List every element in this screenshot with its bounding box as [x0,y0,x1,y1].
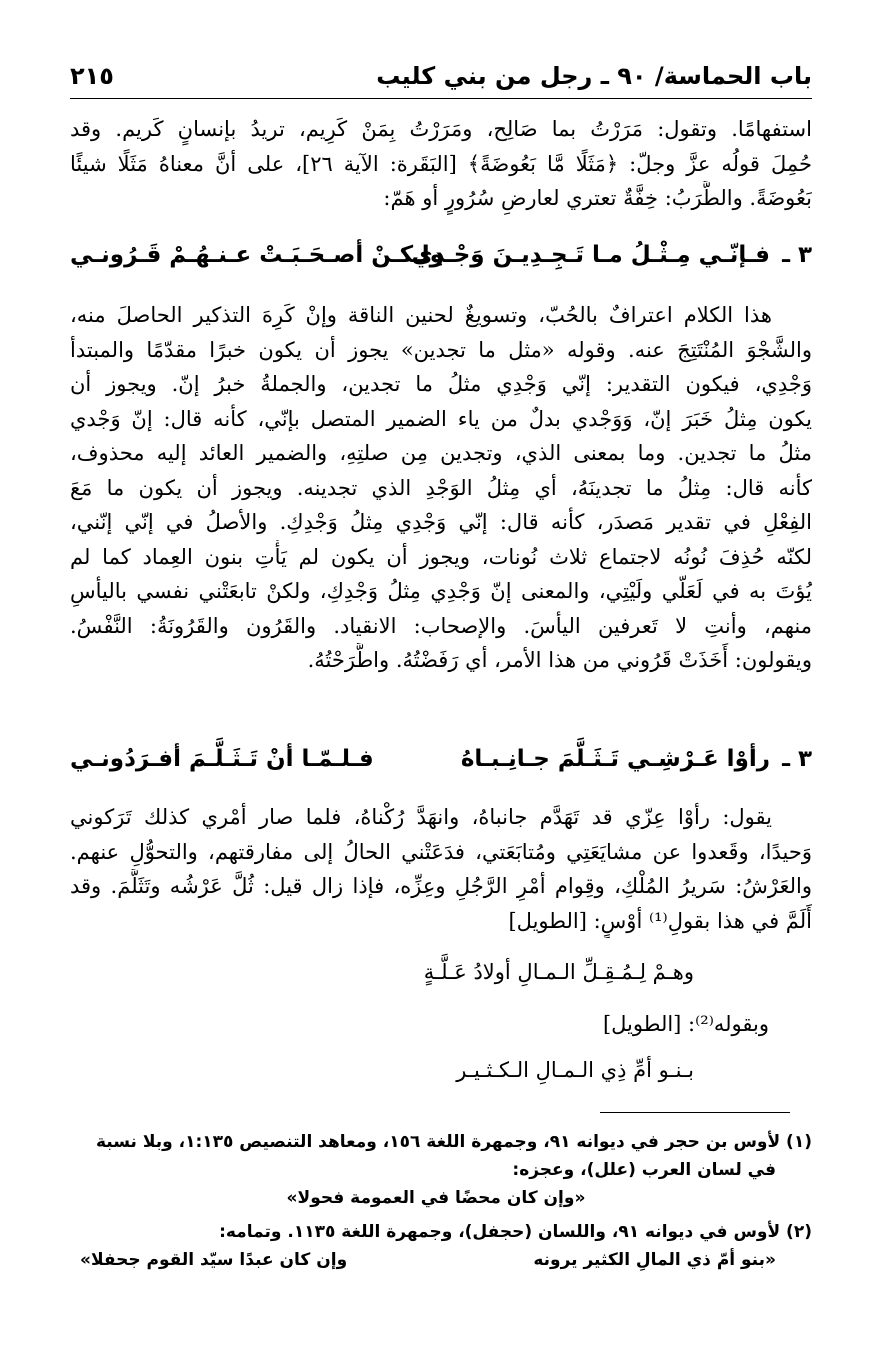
text-line: والشَّجْوَ المُنْتَتِجَ عنه. وقوله «مثل ما تجدين» يجوز أن يكون خبرًا مقدّمًا والمبتدأ [70,337,812,362]
text-line: وَجْدِي، فيكون التقدير: إنّي وَجْدِي مثلُ ما تجدين، والجملةُ خبرُ إنّ. ويجوز أن [70,372,812,396]
poetry-quote-2: بـنـو أمِّ ذِي الـمـالِ الـكـثـيـر [456,1058,694,1082]
footnote-2 [60,1218,812,1274]
text-line: كأنه قال: مِثلُ ما تجدينَهُ، أي مِثلُ الوَجْدِ الذي تجدينه. ويجوز أن يكون ما مَعَ [70,475,812,500]
footnote-verse-second-hemistich: وإن كان عبدًا سيّد القوم جحفلا» [80,1250,348,1270]
verse-first-hemistich: فـإنّـي مِـثْـلُ مـا تَـجِـدِيـنَ وَجْـدِي [411,242,770,268]
paragraph-1 [70,112,812,216]
footnote-verse-first-hemistich: «بنو أمّ ذي المالِ الكثير يرونه [533,1250,776,1270]
text-line: ويقولون: أَخَذَتْ قَرُوني من هذا الأمر، أي رَفَضْتُهُ. واطَّرَحْتُهُ. [307,648,812,672]
verse-number: ٣ ـ [782,242,812,268]
verse-second-hemistich: ولـكـنْ أصـحَـبَـتْ عـنـهُـمْ قَـرُونـي [70,242,444,268]
text-line: هذا الكلام اعترافٌ بالحُبّ، وتسويغٌ لحنين الناقة وإنْ كَرِهَ التذكير الحاصلَ منه، [70,303,772,327]
footnote-line: (١) لأوس بن حجر في ديوانه ٩١، وجمهرة اللغة ١٥٦، ومعاهد التنصيص ١:١٣٥، وبلا نسبة [95,1132,812,1152]
footnote-quote: «وإن كان محضًا في العمومة فحولا» [286,1188,586,1208]
page-number: ٢١٥ [70,62,114,90]
text-line: مثلُ ما تجدين. وما بمعنى الذي، وتجدين مِن صلتِهِ، والضمير العائد إليه محذوف، [70,441,812,465]
paragraph-2 [70,298,812,678]
text-line: يقول: رأوْا عِزّي قد تَهَدَّم جانباهُ، وانهَدَّ رُكْناهُ، فلما صار أمْري كذلك تَرَكوني [70,805,772,829]
text-line: منهم، وأنتِ لا تَعرفين اليأسَ. والإصحاب: الانقياد. والقَرُون والقَرُونَةُ: النَّفْسُ. [70,613,812,638]
poetry-intro-2: وبقوله⁽²⁾: [الطويل] [602,1012,769,1036]
footnote-verse [60,1246,812,1274]
text-line: يُؤتَ به في لَعَلّي ولَيْتِي، والمعنى إنّ وَجْدِي مِثلُ وَجْدِكِ، ولكنْ تابعَتْني نفسي باليأسِ [70,579,812,603]
page-header [70,58,812,99]
text-line: الفِعْلِ في تقدير مَصدَر، كأنه قال: إنّي وَجْدِي مِثلُ وَجْدِكِ. والأصلُ في إنّي إنّني، [70,510,812,534]
text-line: لكنّه حُذِفَ نُونُه لاجتماع ثلاث نُونات، ويجوز أن يكون لم يَأْتِ بنون العِماد كما لم [70,544,812,569]
running-head: باب الحماسة/ ٩٠ ـ رجل من بني كليب [376,62,812,90]
verse-line-3a [70,242,812,282]
text-line: استفهامًا. وتقول: مَرَرْتُ بما صَالِح، ومَرَرْتُ بِمَنْ كَرِيم، تريدُ بإنسانٍ كَريم. وقد [70,117,812,141]
footnote-line: (٢) لأوس في ديوانه ٩١، واللسان (حجفل)، وجمهرة اللغة ١١٣٥. وتمامه: [219,1222,812,1242]
paragraph-3 [70,800,812,938]
text-line: حُمِلَ قولُه عزَّ وجلّ: ﴿مَثَلًا مَّا بَعُوضَةً﴾ [البَقَرة: الآية ٢٦]، على أنَّ معناهُ مَثَلًا شيئًا [70,151,812,176]
text-line: والعَرْشُ: سَريرُ المُلْكِ، وقِوام أمْرِ الرَّجُلِ وعِزِّه، فإذا زال قيل: ثُلَّ عَرْشُه وتَثَلَّمَ. وقد [70,874,812,898]
text-line: بَعُوضَةً. والطَّرَبُ: خِفَّةٌ تعتري لعارضِ سُرُورٍ أو هَمّ: [383,186,812,210]
verse-second-hemistich: فـلـمّـا أنْ تَـثَـلَّـمَ أفـرَدُونـي [70,746,374,772]
text-line: أَلَمَّ في هذا بقولِ⁽¹⁾ أوْسٍ: [الطويل] [508,908,812,933]
text-line: وَحيدًا، وقَعدوا عن مشايَعَتِي ومُتابَعَتي، فدَعَتْني الحالُ إلى مفارقتهم، والتحوُّلِ عنهم. [70,839,812,864]
verse-number: ٣ ـ [782,746,812,772]
text-line: يكون مِثلُ خَبَرَ إنّ، وَوَجْدي بدلٌ من ياء الضمير المتصل بإنّي، كأنه قال: إنّ وَجْدي [70,406,812,431]
footnote-line: في لسان العرب (علل)، وعجزه: [512,1160,776,1180]
footnote-1 [60,1128,812,1212]
verse-first-hemistich: رأوْا عَـرْشِـي تَـثَـلَّمَ جـانِـبـاهُ [460,746,770,772]
footnote-divider [600,1112,790,1113]
poetry-quote-1: وهـمْ لِـمُـقِـلِّ الـمـالِ أولادُ عَـلَّـةٍ [423,960,694,984]
verse-line-3b [70,746,812,786]
